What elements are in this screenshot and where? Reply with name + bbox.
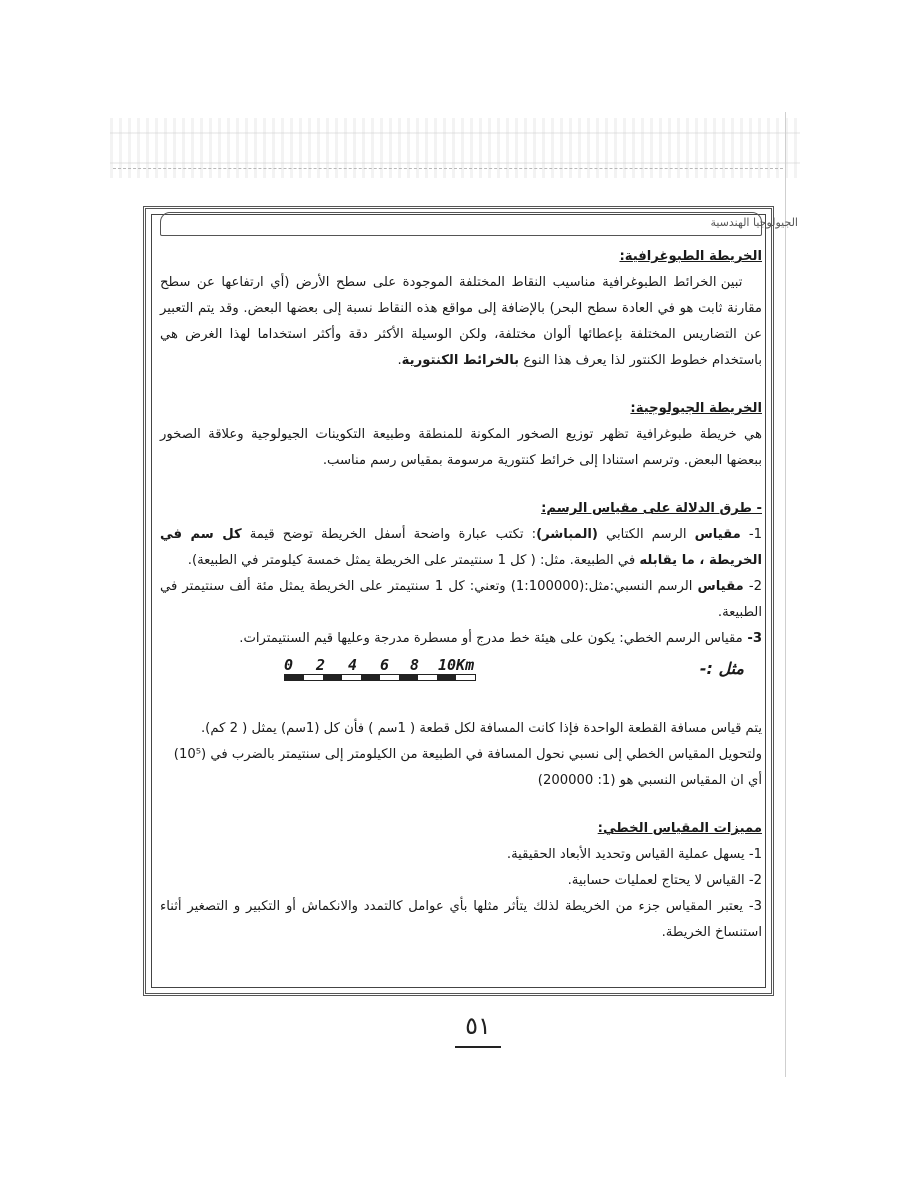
page-number-underline bbox=[455, 1046, 501, 1048]
scale-method-1-num: 1- bbox=[740, 527, 762, 542]
header-title: الجيولوجيا الهندسية bbox=[710, 216, 798, 229]
explanation-line-3: أي ان المقياس النسبي هو (1: 200000) bbox=[537, 773, 762, 788]
scale-method-1-text-c: في الطبيعة. مثل: ( كل 1 سنتيمتر على الخريطة يمثل خمسة كيلومتر في الطبيعة). bbox=[187, 553, 640, 568]
document-body bbox=[160, 244, 762, 946]
scale-method-3-text: مقياس الرسم الخطي: يكون على هيئة خط مدرج أو مسطرة مدرجة وعليها قيم السنتيمترات. bbox=[239, 631, 743, 646]
scale-bar-segment bbox=[323, 675, 342, 680]
scale-method-2-bold: مقياس bbox=[697, 579, 744, 594]
scale-bar-segment bbox=[456, 675, 475, 680]
contour-maps-term: بالخرائط الكنتورية bbox=[401, 353, 520, 368]
topographic-text-end: . bbox=[397, 353, 402, 368]
scale-method-1-bold-b: (المباشر) bbox=[536, 527, 598, 542]
advantages-heading: مميزات المقياس الخطي: bbox=[597, 821, 762, 836]
scale-method-2-num: 2- bbox=[743, 579, 762, 594]
scale-bar-segment bbox=[418, 675, 437, 680]
scale-bar-segment bbox=[304, 675, 323, 680]
scale-methods-heading: - طرق الدلالة على مقياس الرسم: bbox=[541, 501, 762, 516]
advantage-item: 3- يعتبر المقياس جزء من الخريطة لذلك يتأثر مثلها بأي عوامل كالتمدد والانكماش أو التكبير و التصغير أثناء استنساخ الخريطة. bbox=[160, 899, 762, 940]
topographic-paragraph bbox=[160, 270, 762, 374]
page-edge-line bbox=[785, 112, 786, 1077]
advantage-item: 1- يسهل عملية القياس وتحديد الأبعاد الحقيقية. bbox=[506, 847, 762, 862]
scale-tick-label: 6 bbox=[380, 656, 390, 674]
scale-tick-label: 8 bbox=[410, 656, 420, 674]
explanation-line-1: يتم قياس مسافة القطعة الواحدة فإذا كانت المسافة لكل قطعة ( 1سم ) فأن كل (1سم) يمثل ( 2 كم). bbox=[200, 721, 762, 736]
scale-method-1-bold-a: مقياس bbox=[694, 527, 741, 542]
scale-method-2 bbox=[160, 574, 762, 626]
scale-bar-segment bbox=[361, 675, 380, 680]
scale-method-3 bbox=[160, 626, 762, 652]
advantage-item: 2- القياس لا يحتاج لعمليات حسابية. bbox=[567, 873, 762, 888]
scale-method-3-num: 3- bbox=[742, 631, 762, 646]
scale-method-1-text-b: : تكتب عبارة واضحة أسفل الخريطة توضح قيمة bbox=[241, 527, 537, 542]
scale-method-1 bbox=[160, 522, 762, 574]
scale-method-1-text-a: الرسم الكتابي bbox=[597, 527, 695, 542]
scan-artifact bbox=[110, 118, 800, 178]
scale-method-2-text: الرسم النسبي:مثل:(1:100000) وتعني: كل 1 سنتيمتر على الخريطة يمثل مئة ألف سنتيمتر في الطبيعة. bbox=[160, 579, 762, 620]
scale-bar-segment bbox=[285, 675, 304, 680]
scale-bar-segment bbox=[342, 675, 361, 680]
header-band bbox=[160, 212, 762, 236]
geologic-paragraph: هي خريطة طبوغرافية تظهر توزيع الصخور المكونة للمنطقة وطبيعة التكوينات الجيولوجية وعلاقة الصخور ببعضها البعض. وترسم استنادا إلى خرائط كنتورية مرسومة بمقياس رسم مناسب. bbox=[160, 427, 762, 468]
scale-tick-label: 10Km bbox=[438, 656, 475, 674]
explanation-line-2: ولتحويل المقياس الخطي إلى نسبي نحول المسافة في الطبيعة من الكيلومتر إلى سنتيمتر بالضرب في (10⁵) bbox=[173, 747, 762, 762]
topographic-heading: الخريطة الطبوغرافية: bbox=[619, 249, 762, 264]
scale-bar-segment bbox=[380, 675, 399, 680]
scale-tick-label: 4 bbox=[348, 656, 358, 674]
page-number: ٥١ bbox=[465, 1012, 491, 1040]
scale-bar-segment bbox=[437, 675, 456, 680]
topographic-text: تبين الخرائط الطبوغرافية مناسيب النقاط المختلفة الموجودة على سطح الأرض (أي ارتفاعها عن سطح مقارنة ثابت هو في العادة سطح البحر) بالإضافة إلى مواقع هذه النقاط نسبة إلى بعضها البعض. وقد يتم التعبير عن التضاريس المختلفة بإعطائها ألوان مختلفة، ولكن الوسيلة الأكثر دقة وأكثر استخداما لهذا الغرض هي باستخدام خطوط الكنتور لذا يعرف هذا النوع bbox=[160, 275, 762, 368]
example-label: مثل :- bbox=[699, 659, 744, 678]
scan-artifact-line bbox=[113, 168, 783, 169]
scale-tick-label: 0 bbox=[284, 656, 294, 674]
linear-scale-example bbox=[160, 652, 762, 694]
geologic-heading: الخريطة الجيولوجية: bbox=[630, 401, 762, 416]
scale-bar bbox=[284, 674, 476, 681]
scale-bar-segment bbox=[399, 675, 418, 680]
scale-tick-label: 2 bbox=[316, 656, 326, 674]
scale-method-1-bold-c: كل سم في الخريطة ، ما يقابله bbox=[160, 527, 762, 568]
